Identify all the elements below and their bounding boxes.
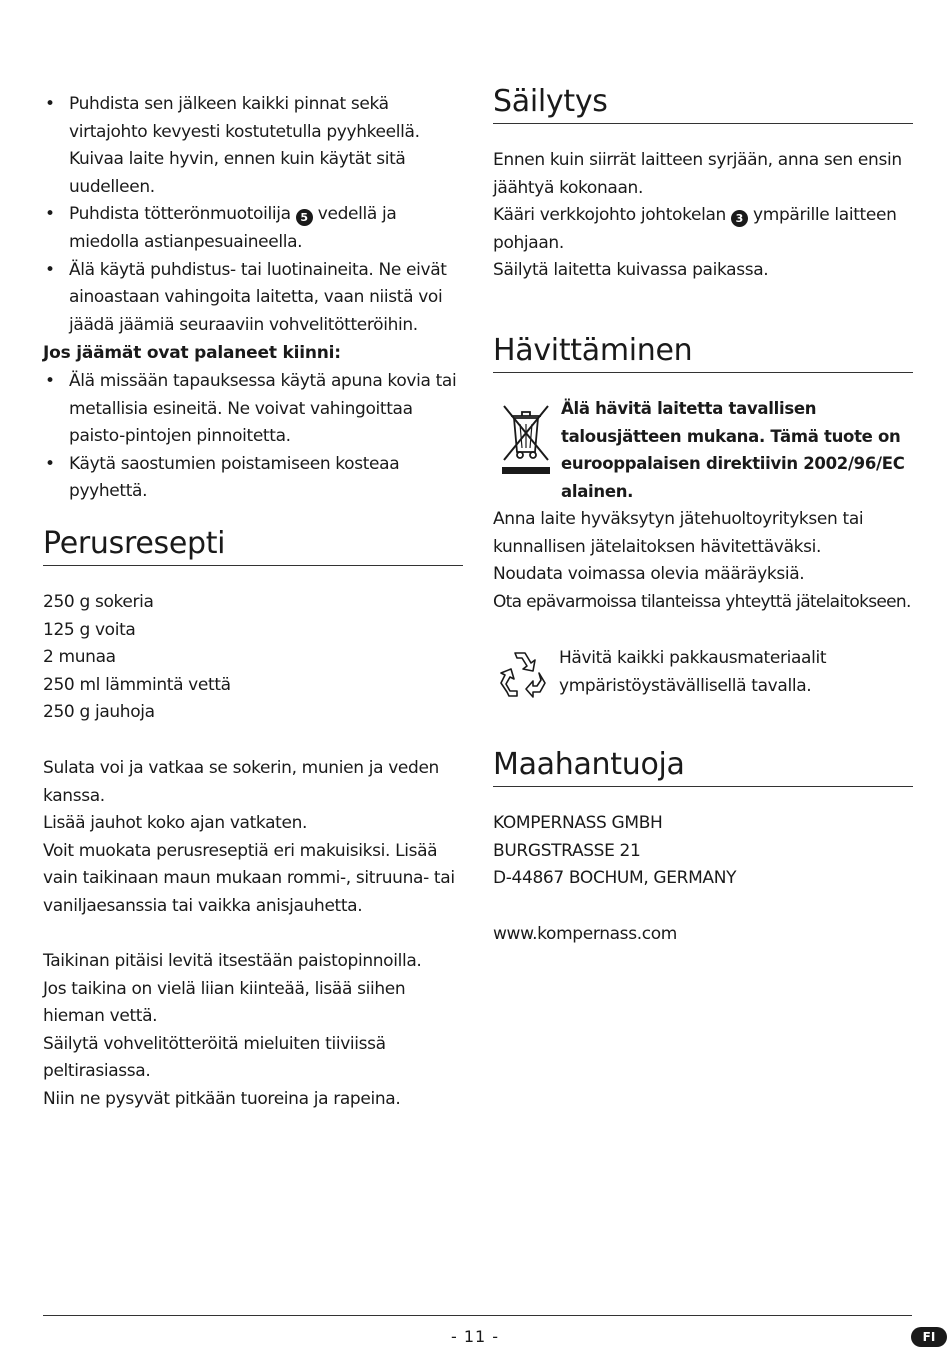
tips-text: [43, 948, 463, 1114]
weee-notice: [493, 395, 913, 501]
disposal-text: [493, 506, 913, 616]
website-link[interactable]: www.kompernass.com: [493, 924, 678, 944]
ingredient-item: 250 g sokeria: [43, 592, 154, 612]
list-item: [43, 201, 463, 256]
recipe-section: [43, 525, 463, 566]
list-item-text: Puhdista sen jälkeen kaikki pinnat sekä virtajohto kevyesti kostutetulla pyyhkeellä. Kuivaa laite hyvin, ennen kuin käytät sitä uudelleen.: [69, 94, 420, 197]
storage-section: [493, 83, 913, 124]
tip-paragraph: Säilytä vohvelitötteröitä mieluiten tiiviissä peltirasiassa.: [43, 1033, 386, 1082]
disposal-paragraph: Ota epävarmoissa tilanteissa yhteyttä jätelaitokseen.: [493, 591, 911, 612]
recipe-title: Perusresepti: [43, 525, 463, 566]
recycling-icon: [495, 647, 551, 701]
list-item: [43, 257, 463, 340]
instruction-paragraph: Sulata voi ja vatkaa se sokerin, munien ja veden kanssa.: [43, 758, 439, 806]
storage-paragraph: Ennen kuin siirrät laitteen syrjään, anna sen ensin jäähtyä kokonaan.: [493, 150, 902, 198]
address-line: KOMPERNASS GMBH: [493, 813, 663, 833]
storage-paragraph: Kääri verkkojohto johtokelan 3 ympärille laitteen pohjaan.: [493, 205, 897, 253]
list-item-text: Puhdista tötterönmuotoilija: [69, 204, 296, 225]
tip-paragraph: Jos taikina on vielä liian kiinteää, lisää siihen hieman vettä.: [43, 978, 406, 1027]
language-badge: FI: [911, 1327, 947, 1347]
disposal-title: Hävittäminen: [493, 332, 913, 373]
ingredient-item: 125 g voita: [43, 619, 136, 640]
ingredients-list: [43, 589, 463, 727]
ingredient-item: 250 ml lämmintä vettä: [43, 674, 231, 695]
instruction-paragraph: Lisää jauhot koko ajan vatkaten.: [43, 813, 308, 834]
recycle-text: Hävitä kaikki pakkausmateriaalit ympäristöystävällisellä tavalla.: [559, 648, 827, 696]
list-item-text: Älä käytä puhdistus- tai luotinaineita. Ne eivät ainoastaan vahingoita laitetta, vaan niistä voi jäädä jäämiä seuraaviin vohvelitötteröihin.: [69, 259, 447, 335]
disposal-section: [493, 332, 913, 373]
storage-paragraph: Säilytä laitetta kuivassa paikassa.: [493, 260, 769, 281]
footer-divider: [43, 1315, 912, 1316]
list-item: • Älä missään tapauksessa käytä apuna kovia tai metallisia esineitä. Ne voivat vahingoittaa paisto-pintojen pinnoitetta.: [43, 368, 463, 451]
instructions-text: [43, 755, 463, 921]
list-item-text: vedellä ja miedolla astianpesuaineella.: [69, 204, 397, 252]
importer-address: [493, 810, 913, 893]
ingredient-item: 250 g jauhoja: [43, 702, 155, 723]
storage-title: Säilytys: [493, 83, 913, 124]
part-number-badge: 3: [731, 210, 748, 227]
page-number: - 11 -: [450, 1327, 500, 1346]
weee-text: Älä hävitä laitetta tavallisen talousjätteen mukana. Tämä tuote on eurooppalaisen direktiivin 2002/96/EC alainen.: [561, 399, 905, 501]
tip-paragraph: Niin ne pysyvät pitkään tuoreina ja rapeina.: [43, 1088, 401, 1109]
storage-text: [493, 147, 913, 285]
recycle-notice: [493, 645, 913, 705]
list-item: [43, 91, 463, 201]
address-line: D-44867 BOCHUM, GERMANY: [493, 868, 737, 889]
address-line: BURGSTRASSE 21: [493, 840, 641, 861]
residue-heading: Jos jäämät ovat palaneet kiinni:: [43, 343, 341, 363]
tip-paragraph: Taikinan pitäisi levitä itsestään paistopinnoilla.: [43, 951, 422, 971]
importer-section: [493, 746, 913, 787]
part-number-badge: 5: [296, 209, 313, 226]
residue-list: [43, 368, 463, 506]
disposal-paragraph: Noudata voimassa olevia määräyksiä.: [493, 564, 805, 585]
importer-title: Maahantuoja: [493, 746, 913, 787]
cleaning-list: [43, 91, 463, 339]
crossed-bin-icon: [498, 398, 554, 474]
disposal-paragraph: Anna laite hyväksytyn jätehuoltoyrityksen tai kunnallisen jätelaitoksen hävitettäväksi.: [493, 509, 864, 557]
instruction-paragraph: Voit muokata perusreseptiä eri makuisiksi. Lisää vain taikinaan maun mukaan rommi-, sitruuna- tai vaniljaesanssia tai vaikka anisjauhetta.: [43, 840, 455, 916]
list-item: • Käytä saostumien poistamiseen kosteaa pyyhettä.: [43, 451, 463, 506]
ingredient-item: 2 munaa: [43, 647, 116, 668]
